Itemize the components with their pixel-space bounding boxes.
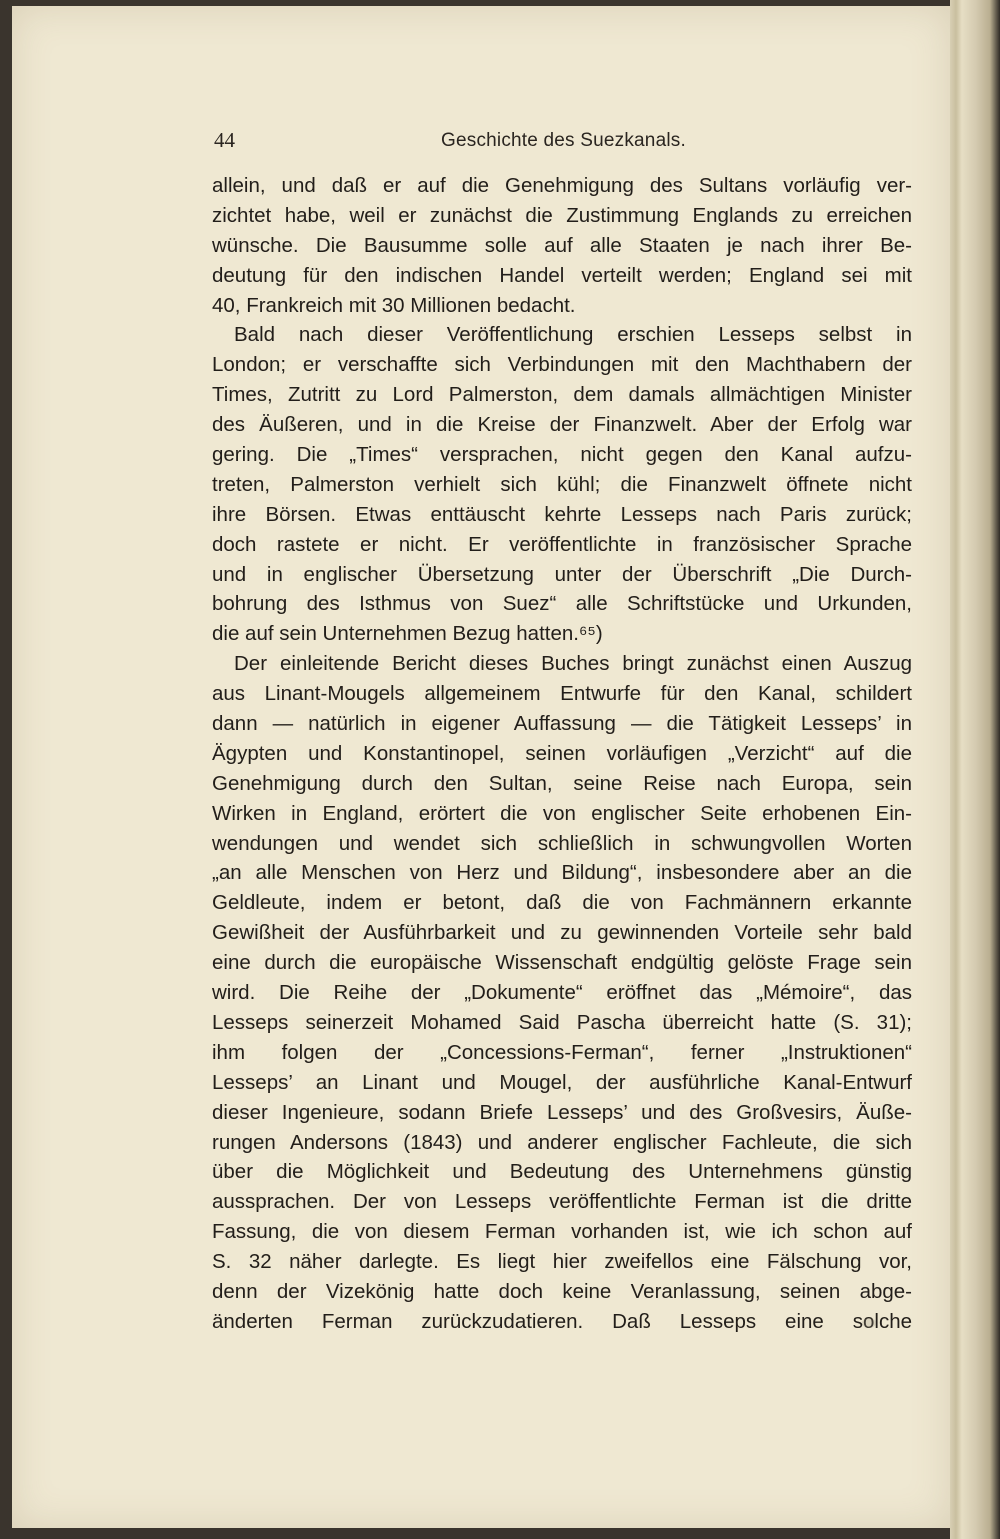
text-line: doch rastete er nicht. Er veröffentlichte in französischer Sprache — [212, 532, 912, 556]
text-line: Lesseps seinerzeit Mohamed Said Pascha überreicht hatte (S. 31); — [212, 1010, 912, 1034]
text-line: 40, Frankreich mit 30 Millionen bedacht. — [212, 293, 576, 317]
text-line: wünsche. Die Bausumme solle auf alle Staaten je nach ihrer Be- — [212, 233, 912, 257]
text-line: Lesseps’ an Linant und Mougel, der ausführliche Kanal-Entwurf — [212, 1070, 912, 1094]
text-line: dieser Ingenieure, sodann Briefe Lesseps’ und des Großvesirs, Äuße- — [212, 1100, 912, 1124]
text-line: rungen Andersons (1843) und anderer englischer Fachleute, die sich — [212, 1130, 912, 1154]
text-line: Bald nach dieser Veröffentlichung erschien Lesseps selbst in — [234, 323, 912, 347]
text-line: dann — natürlich in eigener Auffassung — die Tätigkeit Lesseps’ in — [212, 712, 912, 736]
text-line: über die Möglichkeit und Bedeutung des Unternehmens günstig — [212, 1160, 912, 1184]
text-line: eine durch die europäische Wissenschaft endgültig gelöste Frage sein — [212, 951, 912, 975]
text-line: des Äußeren, und in die Kreise der Finanzwelt. Aber der Erfolg war — [212, 413, 912, 437]
text-line: Gewißheit der Ausführbarkeit und zu gewinnenden Vorteile sehr bald — [212, 921, 912, 945]
text-line: S. 32 näher darlegte. Es liegt hier zweifellos eine Fälschung vor, — [212, 1250, 912, 1274]
text-line: Times, Zutritt zu Lord Palmerston, dem damals allmächtigen Minister — [212, 383, 912, 407]
text-line: bohrung des Isthmus von Suez“ alle Schriftstücke und Urkunden, — [212, 592, 912, 616]
text-line: zichtet habe, weil er zunächst die Zustimmung Englands zu erreichen — [212, 203, 912, 227]
text-line: Geldleute, indem er betont, daß die von Fachmännern erkannte — [212, 891, 912, 915]
text-line: wird. Die Reihe der „Dokumente“ eröffnet das „Mémoire“, das — [212, 981, 912, 1005]
text-line: deutung für den indischen Handel verteilt werden; England sei mit — [212, 263, 912, 287]
text-line: Genehmigung durch den Sultan, seine Reise nach Europa, sein — [212, 771, 912, 795]
text-line: wendungen und wendet sich schließlich in schwungvollen Worten — [212, 831, 912, 855]
text-line: gering. Die „Times“ versprachen, nicht gegen den Kanal aufzu- — [212, 443, 912, 467]
page-header — [214, 128, 914, 158]
text-line: Der einleitende Bericht dieses Buches bringt zunächst einen Auszug — [234, 652, 912, 676]
paper-smudge — [862, 1318, 876, 1328]
text-line: Ägypten und Konstantinopel, seinen vorläufigen „Verzicht“ auf die — [212, 741, 912, 765]
text-line: Wirken in England, erörtert die von englischer Seite erhobenen Ein- — [212, 801, 912, 825]
text-line: ihre Börsen. Etwas enttäuscht kehrte Lesseps nach Paris zurück; — [212, 502, 912, 526]
body-text — [212, 171, 912, 1337]
text-line: Fassung, die von diesem Ferman vorhanden ist, wie ich schon auf — [212, 1220, 912, 1244]
running-title: Geschichte des Suezkanals. — [441, 130, 686, 151]
page-number: 44 — [214, 128, 235, 152]
text-line: denn der Vizekönig hatte doch keine Veranlassung, seinen abge- — [212, 1279, 912, 1303]
text-line: ihm folgen der „Concessions-Ferman“, ferner „Instruktionen“ — [212, 1040, 912, 1064]
text-line: änderten Ferman zurückzudatieren. Daß Lesseps eine solche — [212, 1309, 912, 1333]
text-line: aussprachen. Der von Lesseps veröffentlichte Ferman ist die dritte — [212, 1190, 912, 1214]
text-line: aus Linant-Mougels allgemeinem Entwurfe für den Kanal, schildert — [212, 682, 912, 706]
text-line: treten, Palmerston verhielt sich kühl; die Finanzwelt öffnete nicht — [212, 472, 912, 496]
text-line: allein, und daß er auf die Genehmigung des Sultans vorläufig ver- — [212, 174, 912, 197]
text-line: die auf sein Unternehmen Bezug hatten.⁶⁵) — [212, 622, 603, 646]
text-line: und in englischer Übersetzung unter der Überschrift „Die Durch- — [212, 562, 912, 586]
text-line: „an alle Menschen von Herz und Bildung“, insbesondere aber an die — [212, 861, 912, 885]
text-line: London; er verschaffte sich Verbindungen mit den Machthabern der — [212, 353, 912, 377]
page-edge — [950, 0, 1000, 1539]
